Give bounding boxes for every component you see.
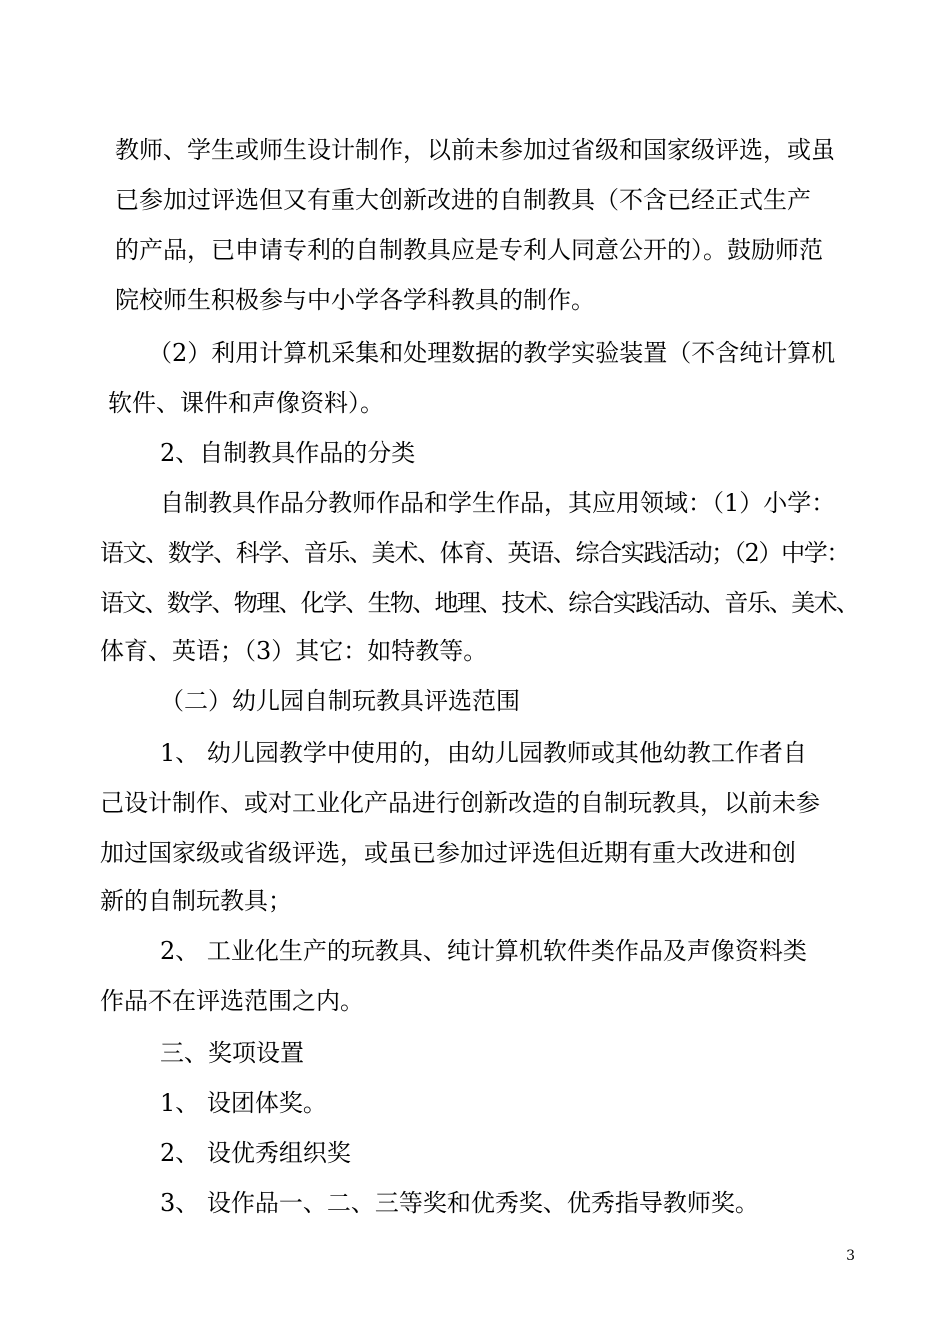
text-line: 1、 幼儿园教学中使用的，由幼儿园教师或其他幼教工作者自: [160, 739, 807, 767]
text-line: 2、 工业化生产的玩教具、纯计算机软件类作品及声像资料类: [160, 937, 807, 965]
list-item: 1、 设团体奖。: [160, 1089, 327, 1117]
page-number: 3: [846, 1248, 855, 1264]
text-line: 教师、学生或师生设计制作，以前未参加过省级和国家级评选，或虽: [115, 136, 835, 164]
text-line: 加过国家级或省级评选，或虽已参加过评选但近期有重大改进和创: [100, 839, 796, 867]
section-heading: 三、奖项设置: [160, 1039, 304, 1067]
text-line: 软件、课件和声像资料）。: [108, 389, 384, 417]
list-item: 2、 设优秀组织奖: [160, 1139, 351, 1167]
text-line: 自制教具作品分教师作品和学生作品，其应用领域：（1）小学：: [160, 489, 836, 517]
text-line: 己设计制作、或对工业化产品进行创新改造的自制玩教具，以前未参: [100, 789, 820, 817]
text-line: 院校师生积极参与中小学各学科教具的制作。: [115, 286, 595, 314]
text-line: 已参加过评选但又有重大创新改进的自制教具（不含已经正式生产: [115, 186, 811, 214]
text-line: 语文、数学、物理、化学、生物、地理、技术、综合实践活动、音乐、美术、: [100, 589, 859, 617]
text-line: 体育、英语；（3）其它：如特教等。: [100, 637, 488, 665]
text-line: 新的自制玩教具；: [100, 887, 292, 915]
text-line: 的产品，已申请专利的自制教具应是专利人同意公开的）。鼓励师范: [115, 236, 823, 264]
section-heading: 2、自制教具作品的分类: [160, 439, 416, 467]
section-heading: （二）幼儿园自制玩教具评选范围: [160, 687, 520, 715]
text-line: 作品不在评选范围之内。: [100, 987, 364, 1015]
text-line: （2）利用计算机采集和处理数据的教学实验装置（不含纯计算机: [148, 339, 836, 367]
text-line: 语文、数学、科学、音乐、美术、体育、英语、综合实践活动；（2）中学：: [100, 539, 850, 567]
list-item: 3、 设作品一、二、三等奖和优秀奖、优秀指导教师奖。: [160, 1189, 759, 1217]
